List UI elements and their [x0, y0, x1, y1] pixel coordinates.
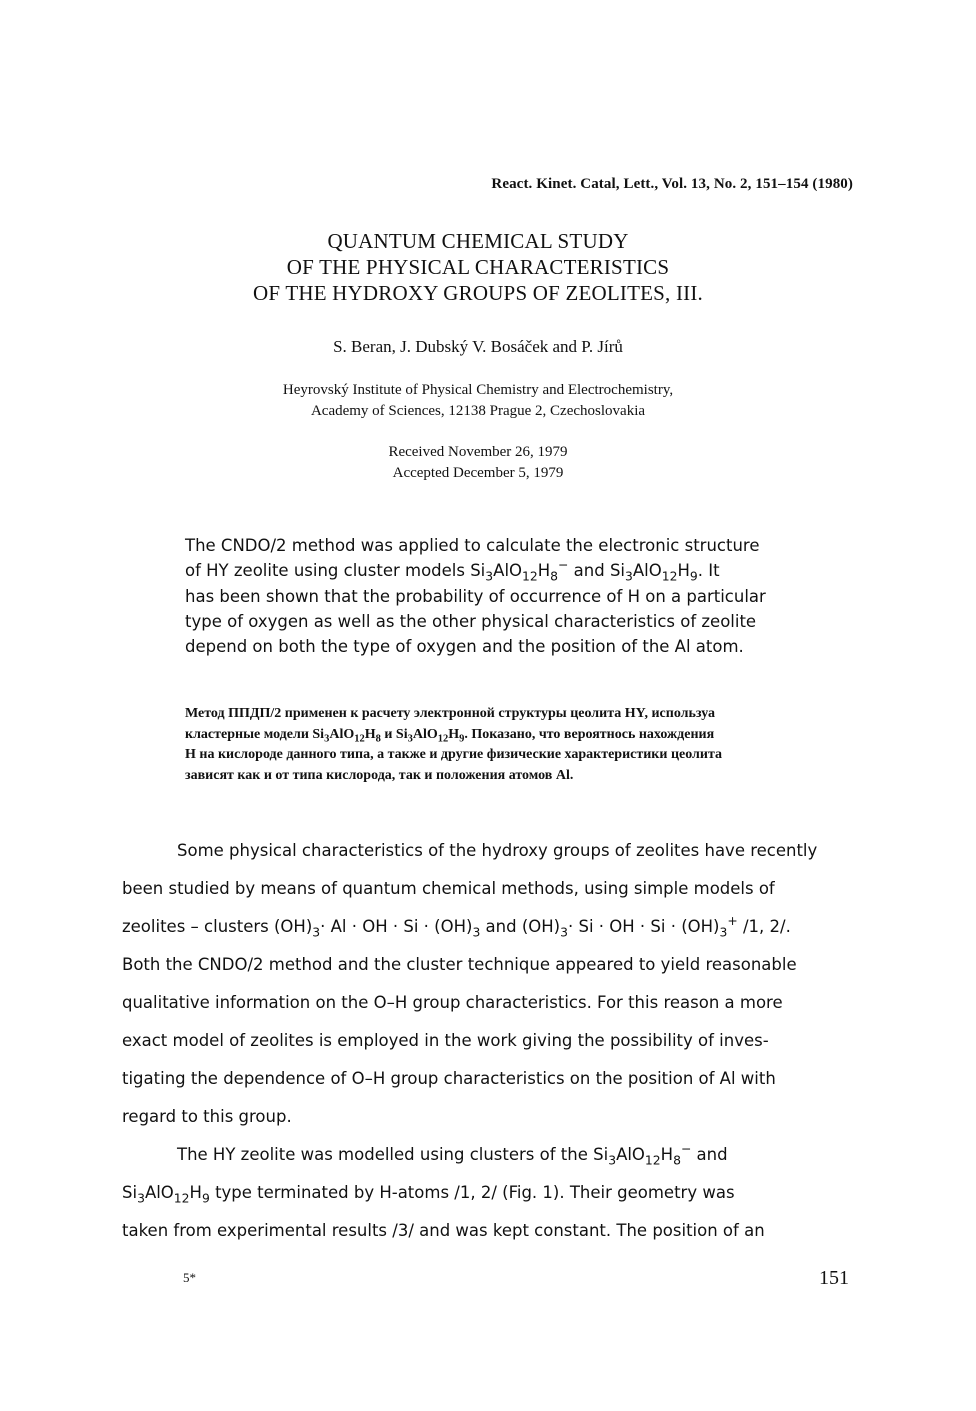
body-line: regard to this group. [122, 1107, 292, 1126]
abstract-line: of HY zeolite using cluster models $Si_3AlO_{12}H_8^-$ and $Si_3AlO_{12}H_9$. It [185, 558, 720, 584]
body-line: The HY zeolite was modelled using clusters of the $Si_3AlO_{12}H_8^-$ and [177, 1142, 728, 1168]
accepted-date: Accepted December 5, 1979 [392, 465, 564, 481]
footnote-mark: 5* [183, 1270, 196, 1285]
paragraph-2 [122, 1136, 852, 1250]
abstract-russian [185, 704, 885, 786]
body-line: taken from experimental results /3/ and was kept constant. The position of an [122, 1221, 765, 1240]
body-line: Some physical characteristics of the hydroxy groups of zeolites have recently [177, 841, 818, 860]
affiliation [0, 380, 956, 422]
paragraph-1 [122, 832, 852, 1136]
abstract-line: has been shown that the probability of occurrence of H on a particular [185, 586, 766, 606]
abstract-line: type of oxygen as well as the other physical characteristics of zeolite [185, 611, 757, 631]
abstract-ru-line: зависят как и от типа кислорода, так и положения атомов Al. [185, 767, 574, 783]
abstract-ru-line: кластерные модели $Si_3AlO_{12}H_8$ и $Si_3AlO_{12}H_9$. Показано, что вероятнось нахождения [185, 726, 715, 745]
abstract-ru-line: H на кислороде данного типа, а также и другие физические характеристики цеолита [185, 747, 723, 762]
title-line: QUANTUM CHEMICAL STUDY [327, 229, 629, 253]
body-line: Both the CNDO/2 method and the cluster technique appeared to yield reasonable [122, 955, 797, 974]
affiliation-line: Heyrovský Institute of Physical Chemistry and Electrochemistry, [282, 382, 674, 398]
body-text [122, 832, 852, 1250]
body-line: exact model of zeolites is employed in the work giving the possibility of inves- [122, 1031, 769, 1050]
authors: S. Beran, J. Dubský V. Bosáček and P. Jírů [333, 337, 623, 356]
title-line: OF THE PHYSICAL CHARACTERISTICS [286, 255, 670, 279]
body-line: $Si_3AlO_{12}H_9$ type terminated by H-atoms /1, 2/ (Fig. 1). Their geometry was [122, 1183, 735, 1206]
abstract-line: depend on both the type of oxygen and the position of the Al atom. [185, 637, 744, 657]
paper-title [0, 228, 956, 306]
abstract-ru-line: Метод ППДП/2 применен к расчету электронной структуры цеолита HY, используа [185, 706, 716, 721]
body-line: zeolites – clusters $(OH)_3\cdot Al$ · OH · $Si \cdot (OH)_3$ and $(OH)_3\cdot Si$ · OH · $Si \cdot (OH)_3^+$ /1, 2/. [122, 914, 791, 940]
submission-dates [0, 442, 956, 484]
journal-reference: React. Kinet. Catal, Lett., Vol. 13, No. 2, 151–154 (1980) [491, 176, 853, 192]
received-date: Received November 26, 1979 [388, 444, 568, 460]
page-number: 151 [819, 1267, 849, 1289]
abstract-line: The CNDO/2 method was applied to calculate the electronic structure [185, 536, 760, 555]
title-line: OF THE HYDROXY GROUPS OF ZEOLITES, III. [253, 281, 703, 305]
body-line: qualitative information on the O–H group characteristics. For this reason a more [122, 993, 783, 1012]
affiliation-line: Academy of Sciences, 12138 Prague 2, Czechoslovakia [310, 403, 646, 419]
body-line: tigating the dependence of O–H group characteristics on the position of Al with [122, 1069, 776, 1088]
abstract-english [185, 533, 825, 659]
body-line: been studied by means of quantum chemical methods, using simple models of [122, 879, 775, 898]
